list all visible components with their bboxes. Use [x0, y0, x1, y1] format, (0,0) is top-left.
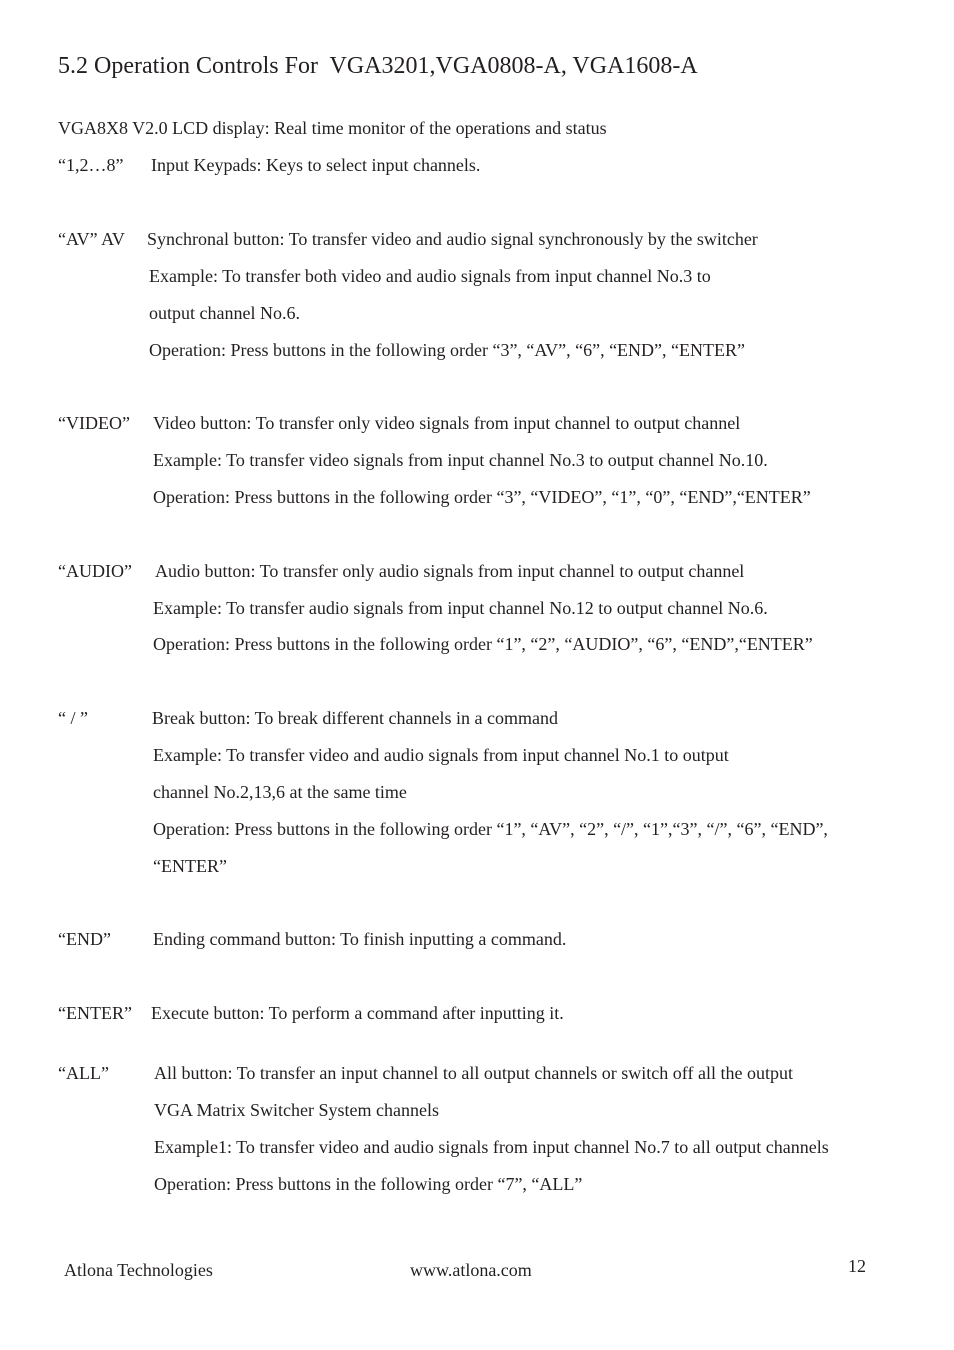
- footer-website: www.atlona.com: [410, 1260, 532, 1280]
- footer-company: Atlona Technologies: [64, 1260, 213, 1280]
- break-operation: Operation: Press buttons in the following order “1”, “AV”, “2”, “/”, “1”,“3”, “/”, “6”, “END”,: [153, 819, 828, 839]
- end-key: “END”: [58, 929, 111, 949]
- enter-description: Execute button: To perform a command after inputting it.: [151, 1003, 564, 1023]
- audio-description: Audio button: To transfer only audio signals from input channel to output channel: [155, 561, 745, 581]
- av-operation: Operation: Press buttons in the following order “3”, “AV”, “6”, “END”, “ENTER”: [149, 340, 746, 360]
- break-operation-cont: “ENTER”: [153, 856, 227, 876]
- all-operation: Operation: Press buttons in the following order “7”, “ALL”: [154, 1174, 583, 1194]
- video-key: “VIDEO”: [58, 413, 130, 433]
- all-key: “ALL”: [58, 1063, 109, 1083]
- av-example: Example: To transfer both video and audio signals from input channel No.3 to: [149, 266, 711, 286]
- keypads-key: “1,2…8”: [58, 155, 124, 175]
- lcd-display-line: VGA8X8 V2.0 LCD display: Real time monitor of the operations and status: [58, 118, 607, 138]
- break-example-cont: channel No.2,13,6 at the same time: [153, 782, 407, 802]
- audio-key: “AUDIO”: [58, 561, 132, 581]
- av-key: “AV” AV: [58, 229, 125, 249]
- enter-key: “ENTER”: [58, 1003, 132, 1023]
- break-example: Example: To transfer video and audio signals from input channel No.1 to output: [153, 745, 729, 765]
- all-description: All button: To transfer an input channel to all output channels or switch off all the output: [154, 1063, 793, 1083]
- break-key: “ / ”: [58, 708, 88, 728]
- video-description: Video button: To transfer only video signals from input channel to output channel: [153, 413, 741, 433]
- break-description: Break button: To break different channels in a command: [152, 708, 558, 728]
- keypads-description: Input Keypads: Keys to select input channels.: [151, 155, 481, 175]
- page-title: 5.2 Operation Controls For VGA3201,VGA0808-A, VGA1608-A: [58, 53, 698, 79]
- audio-example: Example: To transfer audio signals from input channel No.12 to output channel No.6.: [153, 598, 768, 618]
- av-description: Synchronal button: To transfer video and audio signal synchronously by the switcher: [147, 229, 758, 249]
- all-description-cont: VGA Matrix Switcher System channels: [154, 1100, 439, 1120]
- video-operation: Operation: Press buttons in the following order “3”, “VIDEO”, “1”, “0”, “END”,“ENTER”: [153, 487, 811, 507]
- video-example: Example: To transfer video signals from input channel No.3 to output channel No.10.: [153, 450, 768, 470]
- all-example: Example1: To transfer video and audio signals from input channel No.7 to all output channels: [154, 1137, 829, 1157]
- av-example-cont: output channel No.6.: [149, 303, 300, 323]
- audio-operation: Operation: Press buttons in the following order “1”, “2”, “AUDIO”, “6”, “END”,“ENTER”: [153, 634, 813, 654]
- end-description: Ending command button: To finish inputting a command.: [153, 929, 567, 949]
- page-number: 12: [848, 1256, 866, 1276]
